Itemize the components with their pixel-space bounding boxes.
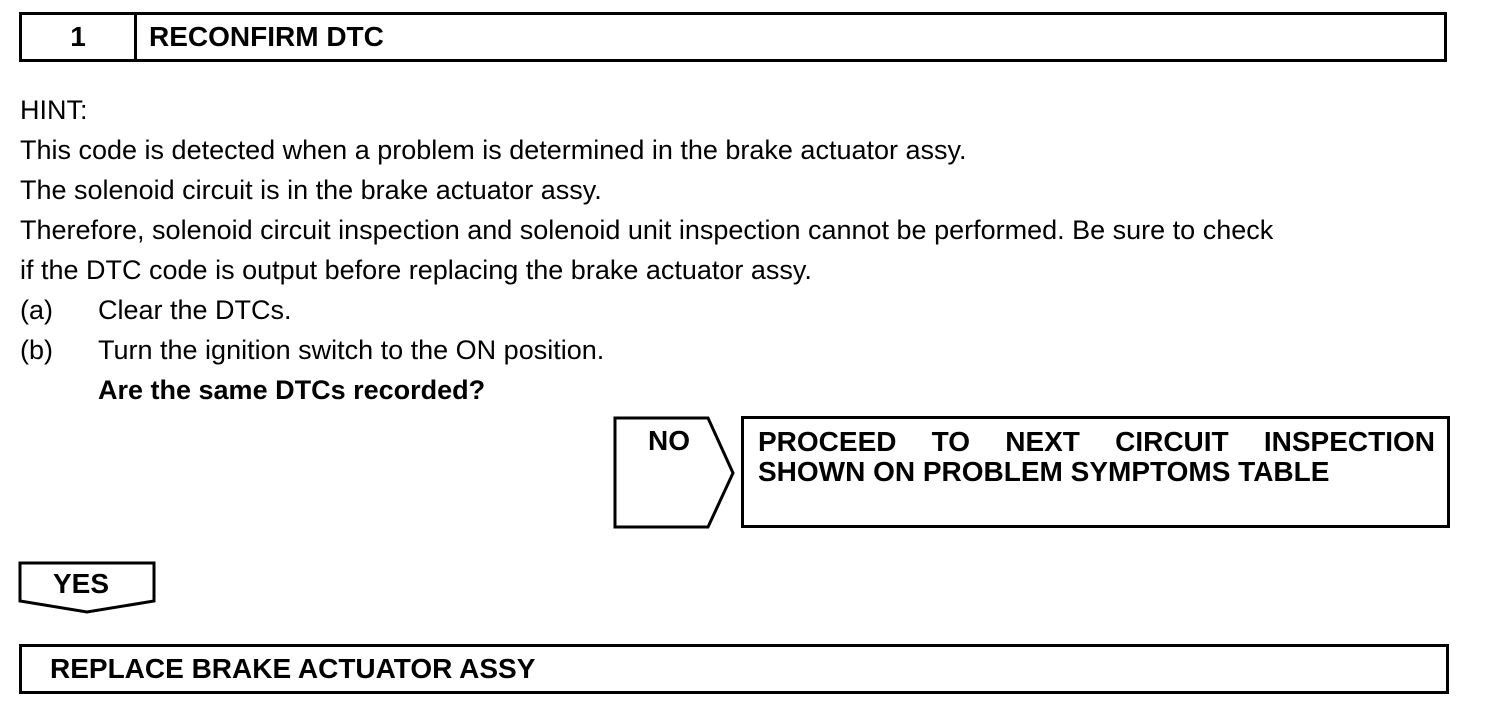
no-action-word: PROCEED <box>758 426 897 457</box>
procedure-step-text: Turn the ignition switch to the ON position. <box>98 335 605 365</box>
no-action-word: INSPECTION <box>1263 426 1435 457</box>
step-header <box>19 12 1447 62</box>
no-action-box <box>741 416 1450 528</box>
no-action-word: NEXT <box>1005 426 1080 457</box>
procedure-step-b <box>20 330 604 370</box>
procedure-step-label: (a) <box>20 295 53 325</box>
yes-label: YES <box>53 568 110 599</box>
no-action-word: TO <box>931 426 971 457</box>
question: Are the same DTCs recorded? <box>98 375 486 405</box>
hint-line-1: This code is detected when a problem is determined in the brake actuator assy. <box>20 135 967 165</box>
procedure-step-label: (b) <box>20 335 53 365</box>
procedure-step-text: Clear the DTCs. <box>98 295 292 325</box>
no-action-line-2: SHOWN ON PROBLEM SYMPTOMS TABLE <box>758 456 1330 487</box>
hint-line-3: Therefore, solenoid circuit inspection and solenoid unit inspection cannot be performed. Be sure to check <box>20 215 1274 245</box>
no-action-word: CIRCUIT <box>1115 426 1229 457</box>
hint-line-4: if the DTC code is output before replacing the brake actuator assy. <box>20 255 812 285</box>
no-label: NO <box>648 425 690 456</box>
result-box: REPLACE BRAKE ACTUATOR ASSY <box>19 644 1449 694</box>
no-action-line-1 <box>758 427 1435 457</box>
step-title: RECONFIRM DTC <box>149 21 384 52</box>
procedure-step-a <box>20 290 292 330</box>
hint-label: HINT: <box>20 95 88 125</box>
step-number: 1 <box>22 15 137 59</box>
hint-line-2: The solenoid circuit is in the brake actuator assy. <box>20 175 602 205</box>
